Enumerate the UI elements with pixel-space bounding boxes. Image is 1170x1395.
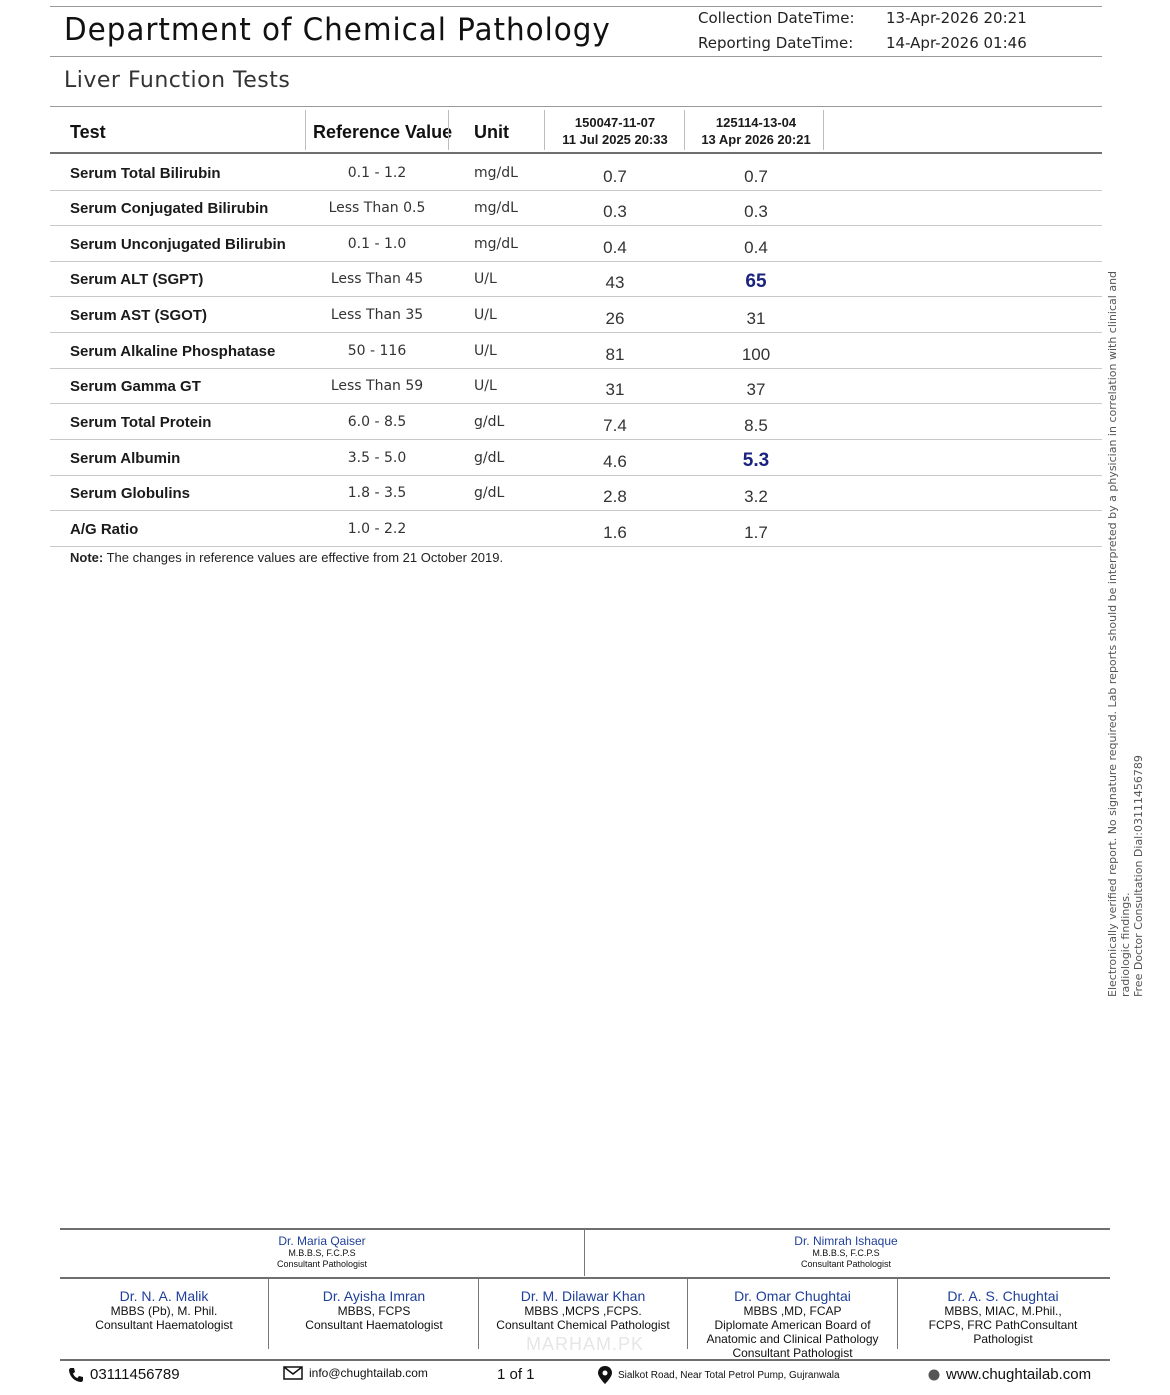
doctor-card: [481, 1288, 685, 1332]
unit: mg/dL: [474, 236, 518, 252]
watermark: MARHAM.PK: [526, 1334, 645, 1354]
doctor-card: [746, 1235, 946, 1270]
test-name: A/G Ratio: [70, 521, 139, 538]
note-text: The changes in reference values are effective from 21 October 2019.: [106, 550, 504, 565]
previous-result: 0.7: [603, 167, 627, 186]
previous-result: 0.4: [603, 238, 627, 257]
footer-mid-rule: [60, 1277, 1110, 1279]
footer-divider: [687, 1279, 688, 1349]
unit: g/dL: [474, 450, 505, 466]
col-v1-id: 150047-11-07: [574, 115, 656, 130]
test-name: Serum ALT (SGPT): [70, 271, 204, 288]
unit: g/dL: [474, 414, 505, 430]
previous-result: 26: [605, 309, 625, 328]
footer-address: [598, 1366, 840, 1384]
doctor-name: Dr. Nimrah Ishaque: [794, 1234, 898, 1248]
collection-label: Collection DateTime:: [698, 9, 855, 27]
reporting-value: 14-Apr-2026 01:46: [886, 34, 1027, 52]
doctor-title: Consultant Haematologist: [305, 1318, 443, 1332]
current-result-flagged: 5.3: [742, 450, 770, 471]
reference-value: 1.0 - 2.2: [347, 521, 407, 537]
doctor-name: Dr. M. Dilawar Khan: [520, 1288, 646, 1304]
footer-phone[interactable]: [68, 1366, 180, 1383]
doctor-name: Dr. A. S. Chughtai: [947, 1288, 1059, 1304]
test-name: Serum Globulins: [70, 485, 191, 502]
note-label: Note:: [70, 550, 104, 565]
table-row: [50, 298, 1102, 333]
col-v2-id: 125114-13-04: [715, 115, 797, 130]
phone-icon: [68, 1367, 84, 1383]
reference-value: 6.0 - 8.5: [347, 414, 407, 430]
current-result: 8.5: [744, 416, 768, 435]
phone-number: 03111456789: [90, 1366, 180, 1383]
current-result: 0.7: [744, 167, 768, 186]
unit: U/L: [474, 307, 497, 323]
table-row: [50, 476, 1102, 511]
page-title: Department of Chemical Pathology: [64, 12, 611, 48]
previous-result: 31: [605, 380, 625, 399]
consultation-line: Free Doctor Consultation Dial:03111456789: [1132, 755, 1145, 997]
test-name: Serum Gamma GT: [70, 378, 201, 395]
col-unit-header: Unit: [474, 122, 509, 142]
doctor-card: [222, 1235, 422, 1270]
doctor-title: FCPS, FRC PathConsultant Pathologist: [928, 1318, 1078, 1346]
col-v1-header: [545, 114, 685, 148]
doctor-qualification: M.B.B.S, F.C.P.S: [288, 1248, 356, 1258]
previous-result: 2.8: [603, 487, 627, 506]
reference-value: 50 - 116: [347, 343, 407, 359]
current-result: 0.3: [744, 202, 768, 221]
test-name: Serum Conjugated Bilirubin: [70, 200, 269, 217]
test-name: Serum AST (SGOT): [70, 307, 207, 324]
reference-value: Less Than 35: [330, 307, 424, 323]
globe-icon: [928, 1369, 940, 1381]
test-name: Serum Total Bilirubin: [70, 165, 221, 182]
disclaimer-line: Electronically verified report. No signature required. Lab reports should be interpreted by a physician in correlation with clinical and radiologic findings.: [1106, 270, 1132, 997]
test-name: Serum Unconjugated Bilirubin: [70, 236, 286, 253]
section-rule: [50, 106, 1102, 107]
doctor-card: [272, 1288, 476, 1332]
doctor-name: Dr. Ayisha Imran: [322, 1288, 426, 1304]
table-row: [50, 262, 1102, 297]
doctor-card: [899, 1288, 1107, 1346]
footer-bottom-rule: [60, 1359, 1110, 1361]
current-result: 0.4: [744, 238, 768, 257]
doctor-name: Dr. Omar Chughtai: [734, 1288, 851, 1304]
col-v1-date: 11 Jul 2025 20:33: [562, 132, 668, 147]
doctor-name: Dr. N. A. Malik: [119, 1288, 209, 1304]
page-number: [497, 1366, 535, 1383]
table-row: [50, 334, 1102, 369]
previous-result: 7.4: [603, 416, 627, 435]
location-pin-icon: [598, 1366, 612, 1384]
mail-icon: [283, 1366, 303, 1380]
doctor-card: [689, 1288, 896, 1360]
footer-divider: [478, 1279, 479, 1349]
page-count: 1 of 1: [497, 1366, 535, 1383]
reference-value: Less Than 0.5: [328, 200, 426, 216]
table-row: [50, 369, 1102, 404]
previous-result: 1.6: [603, 523, 627, 542]
col-divider: [823, 110, 824, 150]
current-result-flagged: 65: [745, 271, 767, 292]
footer-divider: [584, 1230, 585, 1276]
table-row: [50, 512, 1102, 547]
doctor-title: Consultant Pathologist: [276, 1259, 368, 1269]
doctor-card: [62, 1288, 266, 1332]
reference-note: [70, 550, 503, 565]
unit: U/L: [474, 271, 497, 287]
table-header-rule: [50, 152, 1102, 154]
table-row: [50, 191, 1102, 226]
header-rule: [50, 56, 1102, 57]
doctor-title: Consultant Haematologist: [95, 1318, 233, 1332]
current-result: 31: [746, 309, 766, 328]
test-name: Serum Alkaline Phosphatase: [70, 343, 276, 360]
verification-disclaimer: [1106, 217, 1145, 997]
footer-divider: [897, 1279, 898, 1349]
col-test-header: Test: [70, 122, 106, 142]
table-row: [50, 227, 1102, 262]
previous-result: 43: [605, 273, 625, 292]
table-row: [50, 156, 1102, 191]
top-rule: [50, 6, 1102, 7]
unit: mg/dL: [474, 200, 518, 216]
previous-result: 81: [605, 345, 625, 364]
doctor-qualification: MBBS ,MD, FCAP: [743, 1304, 842, 1318]
current-result: 37: [746, 380, 766, 399]
current-result: 1.7: [744, 523, 768, 542]
doctor-title: Consultant Pathologist: [800, 1259, 892, 1269]
unit: mg/dL: [474, 165, 518, 181]
table-row: [50, 441, 1102, 476]
col-divider: [448, 110, 449, 150]
collection-value: 13-Apr-2026 20:21: [886, 9, 1027, 27]
previous-result: 0.3: [603, 202, 627, 221]
footer-top-rule: [60, 1228, 1110, 1230]
reporting-label: Reporting DateTime:: [698, 34, 854, 52]
address-text: Sialkot Road, Near Total Petrol Pump, Gujranwala: [618, 1369, 840, 1381]
doctor-qualification: M.B.B.S, F.C.P.S: [812, 1248, 880, 1258]
doctor-qualification: MBBS (Pb), M. Phil.: [110, 1304, 218, 1318]
reference-value: 3.5 - 5.0: [347, 450, 407, 466]
doctor-title: Diplomate American Board of Anatomic and Clinical Pathology Consultant Pathologist: [706, 1318, 879, 1360]
reference-value: Less Than 59: [330, 378, 424, 394]
section-title: Liver Function Tests: [64, 68, 291, 93]
doctor-qualification: MBBS, MIAC, M.Phil.,: [944, 1304, 1062, 1318]
table-row: [50, 405, 1102, 440]
col-divider: [684, 110, 685, 150]
website-url: www.chughtailab.com: [946, 1366, 1092, 1383]
email-address: info@chughtailab.com: [309, 1366, 428, 1380]
unit: g/dL: [474, 485, 505, 501]
unit: U/L: [474, 378, 497, 394]
unit: U/L: [474, 343, 497, 359]
doctor-name: Dr. Maria Qaiser: [278, 1234, 366, 1248]
current-result: 3.2: [744, 487, 768, 506]
previous-result: 4.6: [603, 452, 627, 471]
doctor-title: Consultant Chemical Pathologist: [496, 1318, 670, 1332]
footer-website[interactable]: [928, 1366, 1091, 1383]
doctor-qualification: MBBS, FCPS: [337, 1304, 411, 1318]
test-name: Serum Albumin: [70, 450, 181, 467]
reference-value: 0.1 - 1.0: [347, 236, 407, 252]
test-name: Serum Total Protein: [70, 414, 212, 431]
current-result: 100: [741, 345, 771, 364]
col-v2-header: [686, 114, 826, 148]
col-v2-date: 13 Apr 2026 20:21: [701, 132, 811, 147]
footer-divider: [268, 1279, 269, 1349]
col-divider: [305, 110, 306, 150]
col-ref-header: Reference Value: [313, 122, 453, 142]
reference-value: 0.1 - 1.2: [347, 165, 407, 181]
doctor-qualification: MBBS ,MCPS ,FCPS.: [524, 1304, 642, 1318]
reference-value: Less Than 45: [330, 271, 424, 287]
footer-email[interactable]: [283, 1366, 428, 1380]
reference-value: 1.8 - 3.5: [347, 485, 407, 501]
